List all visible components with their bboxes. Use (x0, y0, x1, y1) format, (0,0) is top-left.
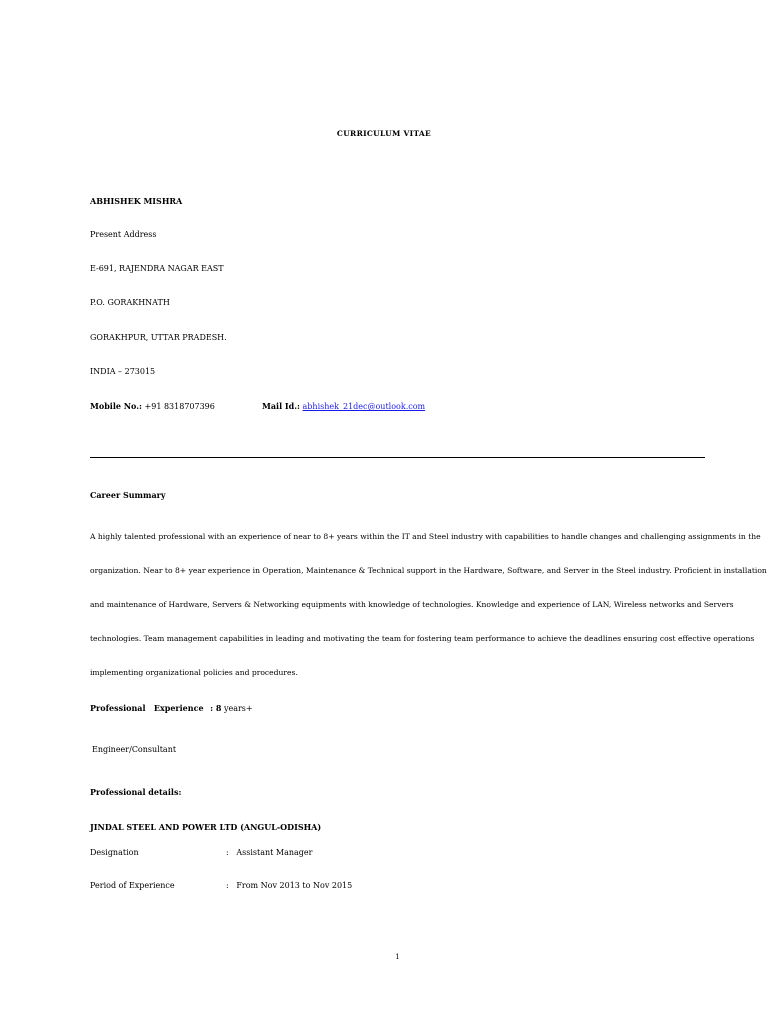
period-label: Period of Experience (90, 881, 175, 890)
mobile-value: +91 8318707396 (144, 402, 215, 411)
career-summary-line: organization. Near to 8+ year experience in Operation, Maintenance & Technical support in the Hardware, Software, and Server in the Steel industry. Proficient in installation (90, 566, 767, 575)
experience-label: Professional Experience (90, 703, 204, 713)
mobile-row (90, 401, 215, 412)
company-name: JINDAL STEEL AND POWER LTD (ANGUL-ODISHA) (90, 822, 322, 832)
career-summary-heading: Career Summary (90, 490, 166, 500)
candidate-name: ABHISHEK MISHRA (90, 196, 183, 206)
address-label: Present Address (90, 230, 157, 239)
career-summary-line: and maintenance of Hardware, Servers & Networking equipments with knowledge of technologies. Knowledge and experience of LAN, Wireless networks and Servers (90, 600, 734, 609)
horizontal-divider (90, 457, 705, 458)
designation-label: Designation (90, 848, 139, 857)
period-value: : From Nov 2013 to Nov 2015 (226, 881, 353, 890)
address-line-2: P.O. GORAKHNATH (90, 298, 170, 307)
page-number: 1 (395, 953, 400, 961)
experience-value: years+ (223, 704, 253, 713)
mail-row (262, 401, 425, 412)
career-summary-line: A highly talented professional with an experience of near to 8+ years within the IT and Steel industry with capabilities to handle changes and challenging assignments in the (90, 532, 761, 541)
mobile-label: Mobile No.: (90, 401, 142, 411)
career-summary-line: technologies. Team management capabilities in leading and motivating the team for fostering team performance to achieve the deadlines ensuring cost effective operations (90, 634, 755, 643)
role-title: Engineer/Consultant (92, 745, 177, 754)
career-summary-line: implementing organizational policies and procedures. (90, 668, 298, 677)
experience-separator: : 8 (210, 703, 222, 713)
professional-details-heading: Professional details: (90, 787, 182, 797)
address-line-1: E-691, RAJENDRA NAGAR EAST (90, 264, 224, 273)
document-title: CURRICULUM VITAE (336, 129, 432, 138)
experience-row (90, 703, 253, 714)
mail-link[interactable]: abhishek_21dec@outlook.com (302, 402, 426, 411)
address-line-3: GORAKHPUR, UTTAR PRADESH. (90, 333, 227, 342)
designation-value: : Assistant Manager (226, 848, 313, 857)
address-line-4: INDIA – 273015 (90, 367, 156, 376)
mail-label: Mail Id.: (262, 401, 300, 411)
